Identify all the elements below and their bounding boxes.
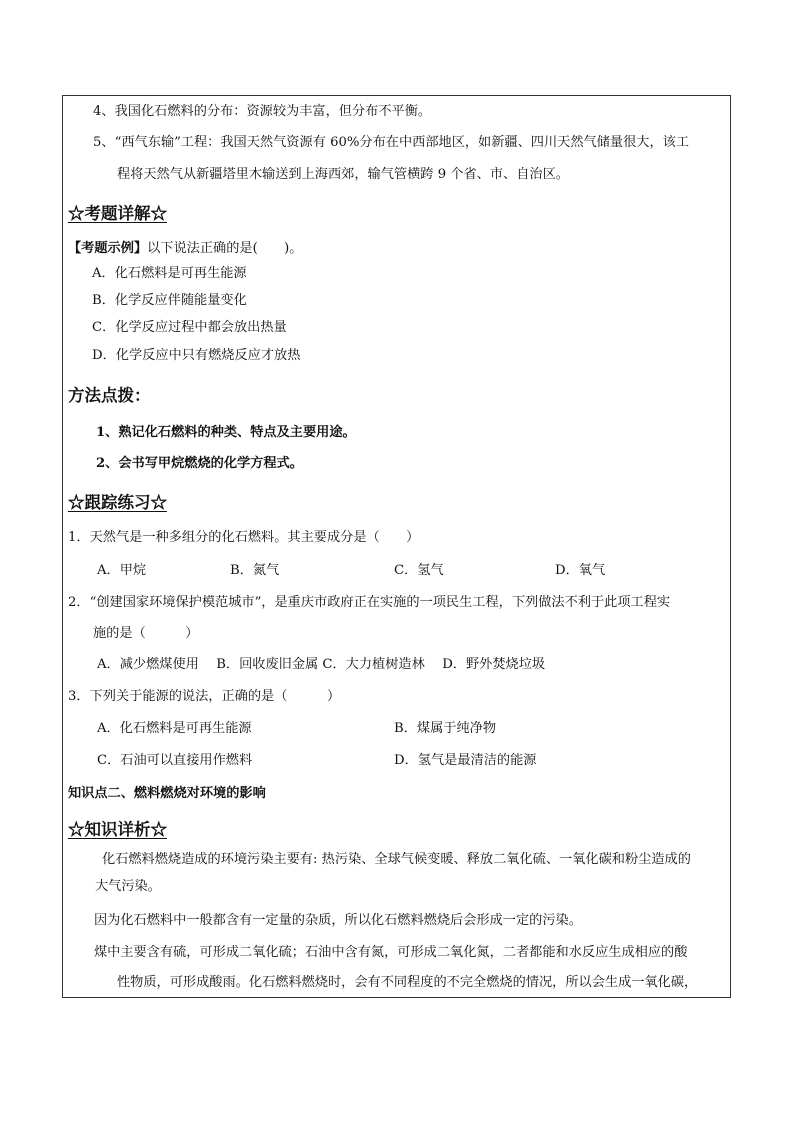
exam-tag: 【考题示例】 [68, 241, 148, 256]
practice-q1-option-a: A．甲烷 [97, 563, 147, 578]
practice-heading: ☆跟踪练习☆ [68, 493, 167, 512]
practice-q1-stem: 1．天然气是一种多组分的化石燃料。其主要成分是（ ） [68, 530, 420, 545]
practice-q2-stem-2: 施的是（ ） [93, 626, 199, 641]
practice-q3-option-b: B．煤属于纯净物 [394, 721, 497, 736]
intro-line-5a: 5、“西气东输”工程：我国天然气资源有 60%分布在中西部地区，如新疆、四川天然气储量很大，该工 [93, 135, 690, 150]
knowledge2-p2: 因为化石燃料中一般都含有一定量的杂质，所以化石燃料燃烧后会形成一定的污染。 [94, 913, 582, 928]
practice-q1-option-c: C．氢气 [394, 563, 444, 578]
practice-q2-options: A．减少燃煤使用 B．回收废旧金属 C．大力植树造林 D．野外焚烧垃圾 [97, 657, 546, 672]
practice-q1-option-b: B．氮气 [230, 563, 280, 578]
method-point-2: 2、会书写甲烷燃烧的化学方程式。 [96, 456, 303, 471]
practice-q3-option-a: A．化石燃料是可再生能源 [97, 721, 252, 736]
intro-line-5b: 程将天然气从新疆塔里木输送到上海西郊，输气管横跨 9 个省、市、自治区。 [117, 167, 569, 182]
exam-question [68, 240, 302, 258]
knowledge2-p1b: 大气污染。 [95, 879, 161, 894]
knowledge2-p1a: 化石燃料燃烧造成的环境污染主要有: 热污染、全球气候变暖、释放二氧化硫、一氧化碳和粉尘造成的 [102, 852, 691, 867]
practice-q2-stem-1: 2．“创建国家环境保护模范城市”，是重庆市政府正在实施的一项民生工程，下列做法不利于此项工程实 [68, 595, 671, 610]
method-point-1: 1、熟记化石燃料的种类、特点及主要用途。 [96, 425, 356, 440]
practice-q3-option-d: D．氢气是最清洁的能源 [394, 753, 537, 768]
knowledge2-p3a: 煤中主要含有硫，可形成二氧化硫；石油中含有氮，可形成二氧化氮，二者都能和水反应生成相应的酸 [94, 945, 688, 960]
exam-option-d: D．化学反应中只有燃烧反应才放热 [92, 348, 301, 363]
exam-heading: ☆考题详解☆ [68, 204, 167, 223]
intro-line-4: 4、我国化石燃料的分布：资源较为丰富，但分布不平衡。 [93, 104, 432, 119]
practice-q1-option-d: D．氧气 [555, 563, 606, 578]
knowledge2-heading: ☆知识详析☆ [68, 820, 167, 839]
practice-q3-stem: 3．下列关于能源的说法，正确的是（ ） [68, 689, 341, 704]
knowledge2-p3b: 性物质，可形成酸雨。化石燃料燃烧时，会有不同程度的不完全燃烧的情况，所以会生成一氧化碳， [117, 975, 698, 990]
exam-option-a: A．化石燃料是可再生能源 [92, 266, 247, 281]
knowledge2-title: 知识点二、燃料燃烧对环境的影响 [68, 786, 266, 801]
exam-option-b: B．化学反应伴随能量变化 [92, 293, 247, 308]
method-heading: 方法点拨： [68, 386, 151, 405]
exam-question-text: 以下说法正确的是( )。 [147, 241, 303, 256]
practice-q3-option-c: C．石油可以直接用作燃料 [97, 753, 253, 768]
exam-option-c: C．化学反应过程中都会放出热量 [92, 320, 287, 335]
